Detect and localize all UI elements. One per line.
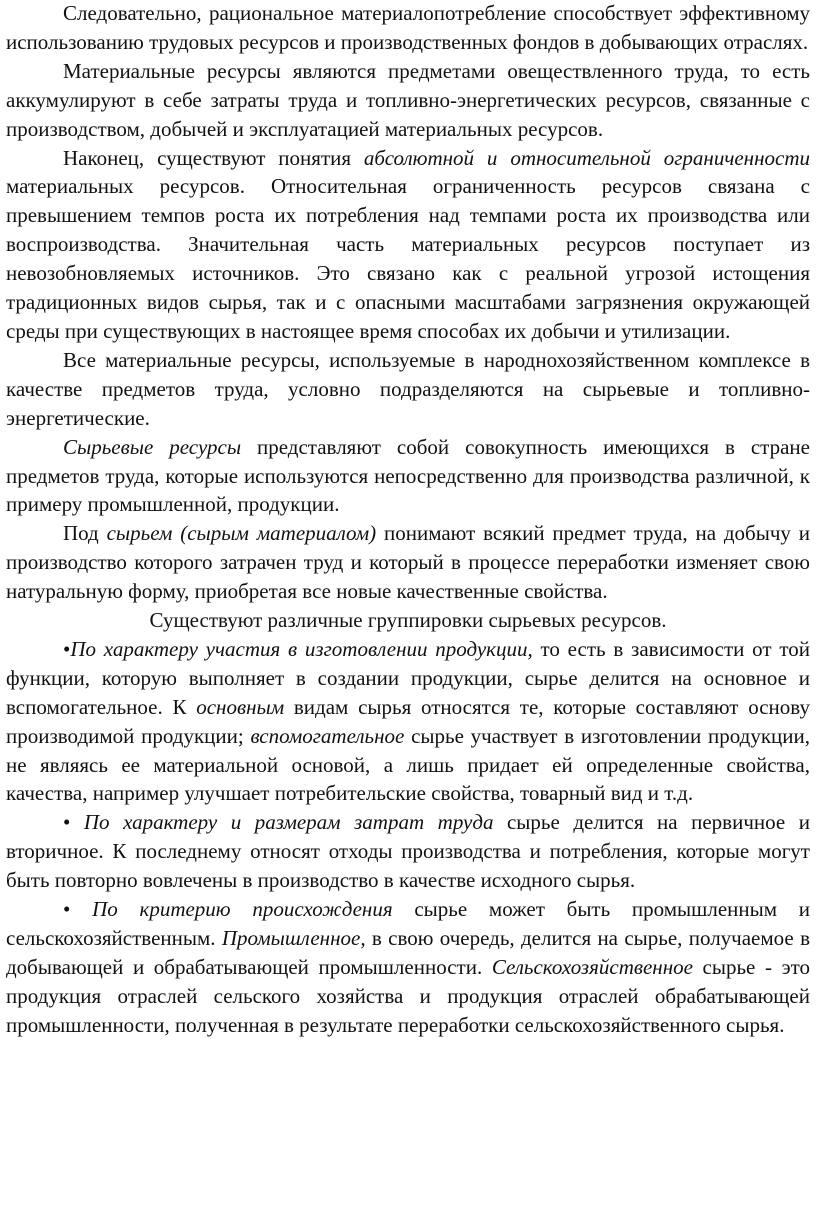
text-run: то есть в зависимости от той функции, которую выполняет в создании продукции, сырье делится на основное и вспомогательное. К — [6, 636, 810, 719]
text-run: сырье - это продукция отраслей сельского хозяйства и продукция отраслей обрабатывающей промышленности, полученная в результате переработки сельскохозяйственного сырья. — [6, 954, 810, 1037]
italic-text-run: Промышленное, — [221, 926, 366, 950]
paragraph — [6, 519, 810, 606]
text-run: Существуют различные группировки сырьевых ресурсов. — [149, 608, 667, 633]
bullet-paragraph — [6, 635, 810, 808]
paragraph-centered — [6, 606, 810, 635]
text-run: • — [63, 636, 71, 661]
text-run: Под — [63, 521, 107, 546]
italic-text-run: основным — [196, 694, 285, 719]
italic-text-run: Сырьевые ресурсы — [63, 434, 242, 459]
italic-text-run: Сельскохозяйственное — [491, 954, 693, 979]
paragraph — [6, 144, 810, 346]
text-run: • — [63, 897, 93, 922]
text-run: Наконец, существуют понятия — [63, 145, 364, 170]
paragraph — [6, 57, 810, 144]
italic-text-run: вспомогательное — [250, 723, 405, 748]
text-run: представляют собой совокупность имеющихся в стране предметов труда, которые используются непосредственно для производства различной, к примеру промышленной, продукции. — [6, 434, 810, 517]
paragraph — [6, 346, 810, 433]
text-run: материальных ресурсов. Относительная ограниченность ресурсов связана с превышением темпов роста их потребления над темпами роста их производства или воспроизводства. Значительная часть материальных ресурсов поступает из невозобновляемых источников. Это связано как с реальной угрозой истощения традиционных видов сырья, так и с опасными масштабами загрязнения окружающей среды при существующих в настоящее время способах их добычи и утилизации. — [6, 174, 810, 343]
text-run: Все материальные ресурсы, используемые в народнохозяйственном комплексе в качестве предметов труда, условно подразделяются на сырьевые и топливно-энергетические. — [6, 347, 810, 430]
text-run: видам сырья относятся те, которые составляют основу производимой продукции; — [6, 694, 810, 748]
paragraph — [6, 0, 810, 57]
italic-text-run: сырьем (сырым материалом) — [106, 521, 377, 546]
bullet-paragraph — [6, 808, 810, 895]
italic-text-run: По характеру участия в изготовлении продукции, — [70, 636, 533, 661]
text-run: сырье участвует в изготовлении продукции, не являясь ее материальной основой, а лишь придает ей определенные свойства, качества, например улучшает потребительские свойства, товарный вид и т.д. — [6, 723, 810, 806]
text-run: Материальные ресурсы являются предметами овеществленного труда, то есть аккумулируют в себе затраты труда и топливно-энергетических ресурсов, связанные с производством, добычей и эксплуатацией материальных ресурсов. — [6, 58, 810, 141]
italic-text-run: По критерию происхождения — [92, 897, 393, 922]
italic-text-run: По характеру и размерам затрат труда — [83, 810, 494, 835]
text-run: Следовательно, рациональное материалопотребление способствует эффективному использованию трудовых ресурсов и производственных фондов в добывающих отраслях. — [6, 1, 810, 54]
text-run: сырье делится на первичное и вторичное. К последнему относят отходы производства и потребления, которые могут быть повторно вовлечены в производство в качестве исходного сырья. — [6, 810, 810, 893]
text-run: в свою очередь, делится на сырье, получаемое в добывающей и обрабатывающей промышленности. — [6, 926, 810, 979]
bullet-paragraph — [6, 895, 810, 1040]
text-run: сырье может быть промышленным и сельскохозяйственным. — [6, 897, 810, 950]
text-run: понимают всякий предмет труда, на добычу и производство которого затрачен труд и который в процессе переработки изменяет свою натуральную форму, приобретая все новые качественные свойства. — [6, 521, 810, 604]
text-run: • — [63, 810, 84, 835]
paragraph — [6, 433, 810, 520]
italic-text-run: абсолютной и относительной ограниченности — [363, 145, 810, 170]
